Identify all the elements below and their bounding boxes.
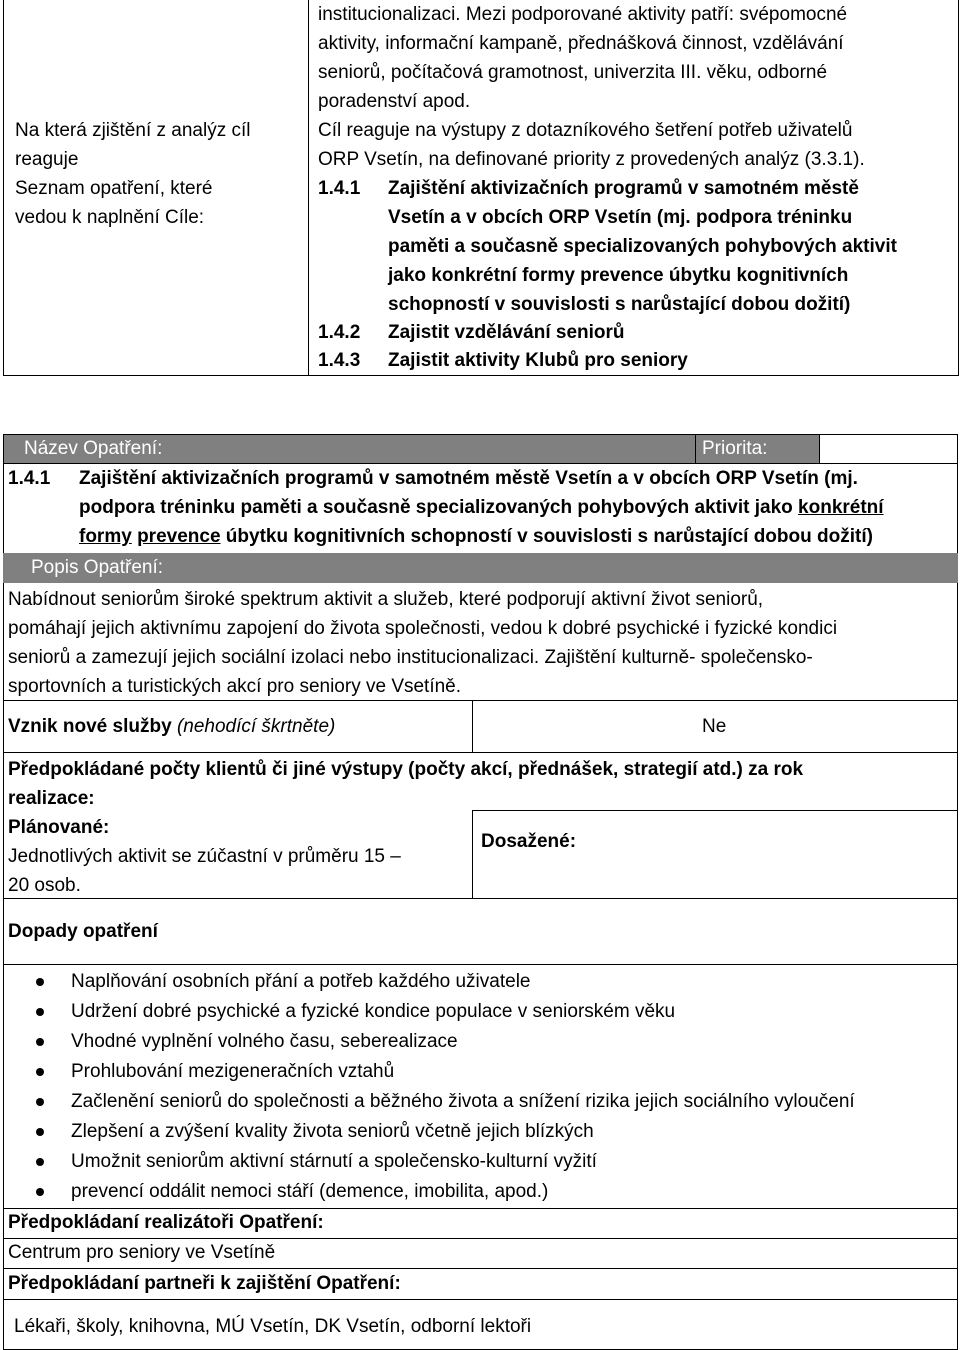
- implementers-value: Centrum pro seniory ve Vsetíně: [8, 1242, 276, 1263]
- bullet-icon: [36, 978, 44, 986]
- intro-line-5: Cíl reaguje na výstupy z dotazníkového šetření potřeb uživatelů: [318, 120, 853, 141]
- measure-1-line-3: paměti a současně specializovaných pohybových aktivit: [388, 236, 897, 257]
- desc-label: Popis Opatření:: [31, 557, 164, 578]
- bullet-icon: [36, 1038, 44, 1046]
- measure-3-number: 1.4.3: [318, 350, 361, 371]
- measure-2-line-1: Zajistit vzdělávání seniorů: [388, 322, 625, 343]
- impacts-label: Dopady opatření: [8, 921, 158, 942]
- partners-value: Lékaři, školy, knihovna, MÚ Vsetín, DK Vsetín, odborní lektoři: [14, 1316, 532, 1337]
- intro-line-4: poradenství apod.: [318, 91, 471, 112]
- measure-2-number: 1.4.2: [318, 322, 361, 343]
- intro-line-2: aktivity, informační kampaně, přednášková činnost, vzdělávání: [318, 33, 844, 54]
- bullet-icon: [36, 1098, 44, 1106]
- new-service-label: [8, 716, 335, 738]
- measure-title-line-1: Zajištění aktivizačních programů v samotném městě Vsetín a v obcích ORP Vsetín (mj.: [79, 468, 858, 489]
- outputs-label-line-2: realizace:: [8, 788, 95, 809]
- intro-line-1: institucionalizaci. Mezi podporované aktivity patří: svépomocné: [318, 4, 848, 25]
- desc-line-3: seniorů a zamezují jejich sociální izolaci nebo institucionalizaci. Zajištění kulturně- společensko-: [8, 647, 813, 668]
- bullet-icon: [36, 1068, 44, 1076]
- title-underlined-1: konkrétní: [798, 497, 884, 518]
- bullet-icon: [36, 1158, 44, 1166]
- desc-line-2: pomáhají jejich aktivnímu zapojení do života společnosti, vedou k dobré psychické i fyzické kondici: [8, 618, 838, 639]
- measure-1-line-1: Zajištění aktivizačních programů v samotném městě: [388, 178, 859, 199]
- measure-1-line-4: jako konkrétní formy prevence úbytku kognitivních: [388, 265, 849, 286]
- outputs-label-line-1: Předpokládané počty klientů či jiné výstupy (počty akcí, přednášek, strategií atd.) za rok: [8, 759, 804, 780]
- left-label-1-line-2: reaguje: [15, 149, 79, 170]
- measure-number: 1.4.1: [8, 468, 51, 489]
- partners-label: Předpokládaní partneři k zajištění Opatření:: [8, 1273, 401, 1294]
- impact-item-5: Začlenění seniorů do společnosti a běžného života a snížení rizika jejich sociálního vyloučení: [71, 1091, 855, 1112]
- intro-line-3: seniorů, počítačová gramotnost, univerzita III. věku, odborné: [318, 62, 828, 83]
- impact-item-7: Umožnit seniorům aktivní stárnutí a společensko-kulturní vyžití: [71, 1151, 597, 1172]
- left-label-2-line-1: Seznam opatření, které: [15, 178, 213, 199]
- title-underlined-2: formy: [79, 526, 132, 547]
- impact-item-1: Naplňování osobních přání a potřeb každého uživatele: [71, 971, 531, 992]
- impact-item-8: prevencí oddálit nemoci stáří (demence, imobilita, apod.): [71, 1181, 549, 1202]
- impact-item-3: Vhodné vyplnění volného času, seberealizace: [71, 1031, 458, 1052]
- title-underlined-3: prevence: [137, 526, 221, 547]
- measure-1-line-5: schopností v souvislosti s narůstající dobou dožití): [388, 294, 851, 315]
- priority-value-cell: [820, 435, 957, 463]
- implementers-label: Předpokládaní realizátoři Opatření:: [8, 1212, 324, 1233]
- priority-label: Priorita:: [702, 438, 768, 459]
- measure-1-line-2: Vsetín a v obcích ORP Vsetín (mj. podpora tréninku: [388, 207, 853, 228]
- new-service-value: Ne: [702, 716, 727, 737]
- intro-line-6: ORP Vsetín, na definované priority z provedených analýz (3.3.1).: [318, 149, 865, 170]
- planned-line-2: 20 osob.: [8, 875, 81, 896]
- title-line-2-text: podpora tréninku paměti a současně specializovaných pohybových aktivit jako: [79, 497, 799, 518]
- left-label-2-line-2: vedou k naplnění Cíle:: [15, 207, 205, 228]
- new-service-label-text: Vznik nové služby: [8, 716, 172, 737]
- measure-title-line-3: [79, 526, 873, 548]
- bullet-icon: [36, 1188, 44, 1196]
- planned-label: Plánované:: [8, 817, 110, 838]
- measure-1-number: 1.4.1: [318, 178, 361, 199]
- name-label: Název Opatření:: [24, 438, 163, 459]
- title-line-3-text: úbytku kognitivních schopností v souvislosti s narůstající dobou dožití): [220, 526, 873, 547]
- measure-3-line-1: Zajistit aktivity Klubů pro seniory: [388, 350, 688, 371]
- measure-title-line-2: [79, 497, 884, 519]
- achieved-label: Dosažené:: [481, 831, 577, 852]
- desc-line-4: sportovních a turistických akcí pro seniory ve Vsetíně.: [8, 676, 462, 697]
- desc-line-1: Nabídnout seniorům široké spektrum aktivit a služeb, které podporují aktivní život seniorů,: [8, 589, 764, 610]
- impact-item-2: Udržení dobré psychické a fyzické kondice populace v seniorském věku: [71, 1001, 676, 1022]
- new-service-note: (nehodící škrtněte): [176, 716, 336, 737]
- bullet-icon: [36, 1008, 44, 1016]
- impact-item-6: Zlepšení a zvýšení kvality života seniorů včetně jejich blízkých: [71, 1121, 594, 1142]
- bullet-icon: [36, 1128, 44, 1136]
- impact-item-4: Prohlubování mezigeneračních vztahů: [71, 1061, 395, 1082]
- left-label-1-line-1: Na která zjištění z analýz cíl: [15, 120, 251, 141]
- planned-line-1: Jednotlivých aktivit se zúčastní v průměru 15 –: [8, 846, 401, 867]
